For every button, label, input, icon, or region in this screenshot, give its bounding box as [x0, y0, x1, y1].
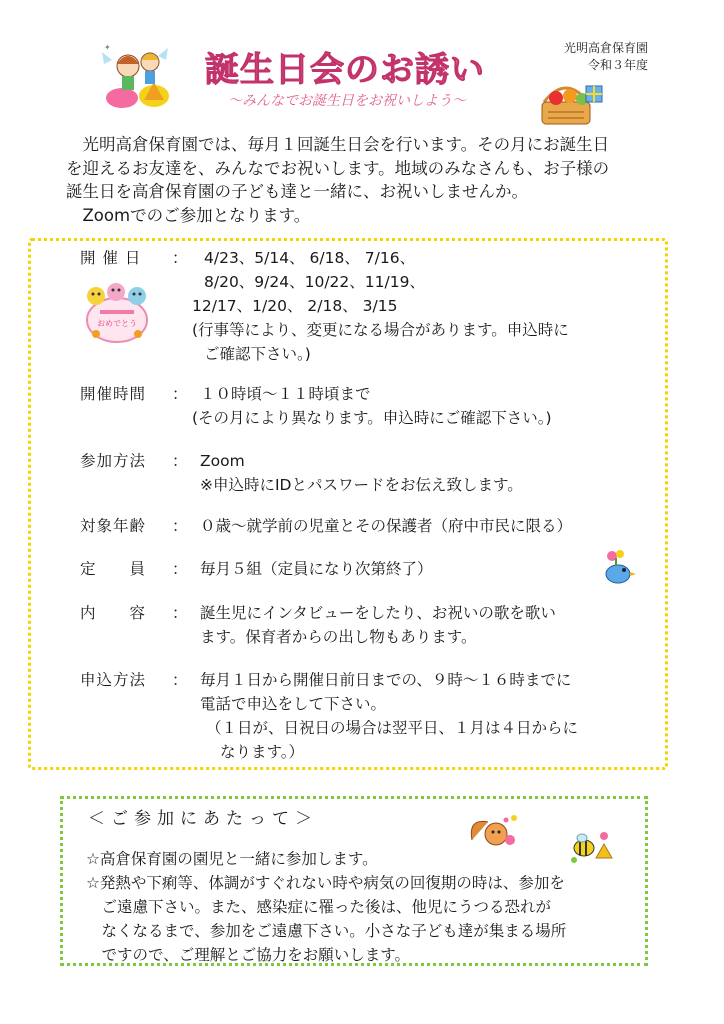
detail-colon: ： — [172, 604, 188, 622]
detail-label: 開催時間 — [80, 385, 147, 403]
detail-label: 定 員 — [80, 560, 147, 578]
fairy-flower-illustration — [98, 40, 176, 112]
intro-line: Zoomでのご参加となります。 — [82, 205, 311, 225]
intro-line: 光明高倉保育園では、毎月１回誕生日会を行います。その月にお誕生日 — [82, 135, 610, 154]
detail-value: 4/23、5/14、 6/18、 7/16、 — [204, 249, 416, 267]
detail-value: ０歳～就学前の児童とその保護者（府中市民に限る） — [200, 517, 573, 535]
intro-line: を迎えるお友達を、みんなでお祝いします。地域のみなさんも、お子様の — [66, 158, 610, 178]
page-title: 誕生日会のお誘い — [205, 50, 485, 90]
note-item-continued: ご遠慮下さい。また、感染症に罹った後は、他児にうつる恐れが — [101, 898, 552, 916]
birthday-cake-illustration — [82, 282, 152, 346]
note-item-continued: なくなるまで、参加をご遠慮下さい。小さな子ども達が集まる場所 — [101, 922, 567, 940]
intro-line: 誕生日を高倉保育園の子ども達と一緒に、お祝いしませんか。 — [66, 182, 528, 201]
svg-text:✦: ✦ — [104, 43, 111, 52]
notes-list — [86, 847, 626, 967]
detail-value: 8/20、9/24、10/22、11/19、 — [204, 273, 425, 291]
detail-colon: ： — [172, 517, 188, 535]
detail-colon: ： — [172, 249, 188, 267]
detail-value: ます。保育者からの出し物もあります。 — [200, 628, 477, 646]
page-subtitle: ～みんなでお誕生日をお祝いしよう～ — [228, 93, 466, 109]
detail-value: 毎月５組（定員になり次第終了） — [200, 560, 433, 578]
detail-value: (行事等により、変更になる場合があります。申込時に — [192, 321, 569, 339]
detail-label: 開 催 日 — [80, 249, 142, 267]
detail-label: 対象年齢 — [80, 517, 147, 535]
detail-colon: ： — [172, 452, 188, 470]
notes-heading: ＜ご参加にあたって＞ — [88, 809, 318, 829]
intro-paragraph — [66, 133, 666, 227]
organization-name: 光明高倉保育園 — [563, 41, 648, 55]
detail-value: 毎月１日から開催日前日までの、９時～１６時までに — [200, 671, 572, 689]
detail-colon: ： — [172, 560, 188, 578]
detail-colon: ： — [172, 385, 188, 403]
detail-value: Zoom — [200, 452, 245, 470]
detail-value: 誕生児にインタビューをしたり、お祝いの歌を歌い — [200, 604, 556, 622]
detail-value: (その月により異なります。申込時にご確認下さい。) — [192, 409, 552, 427]
cake-message: おめでとう — [97, 319, 137, 328]
detail-label: 内 容 — [80, 604, 147, 622]
note-item: ☆発熱や下痢等、体調がすぐれない時や病気の回復期の時は、参加を — [86, 874, 565, 892]
detail-colon: ： — [172, 671, 188, 689]
detail-value: 電話で申込をして下さい。 — [200, 695, 387, 713]
fiscal-year: 令和３年度 — [587, 58, 648, 72]
bird-flower-illustration — [598, 548, 638, 588]
detail-value: なります。） — [220, 743, 305, 761]
detail-value: ※申込時にIDとパスワードをお伝え致します。 — [200, 476, 523, 494]
gift-basket-illustration — [536, 72, 606, 130]
detail-value: 12/17、1/20、 2/18、 3/15 — [192, 297, 398, 315]
note-item: ☆高倉保育園の園児と一緒に参加します。 — [86, 850, 378, 868]
detail-label: 申込方法 — [80, 671, 147, 689]
detail-value: １０時頃～１１時頃まで — [200, 385, 371, 403]
detail-label: 参加方法 — [80, 452, 147, 470]
note-item-continued: ですので、ご理解とご協力をお願いします。 — [101, 946, 410, 964]
detail-value: （１日が、日祝日の場合は翌平日、１月は４日からに — [206, 719, 579, 737]
detail-value: ご確認下さい。) — [204, 345, 311, 363]
